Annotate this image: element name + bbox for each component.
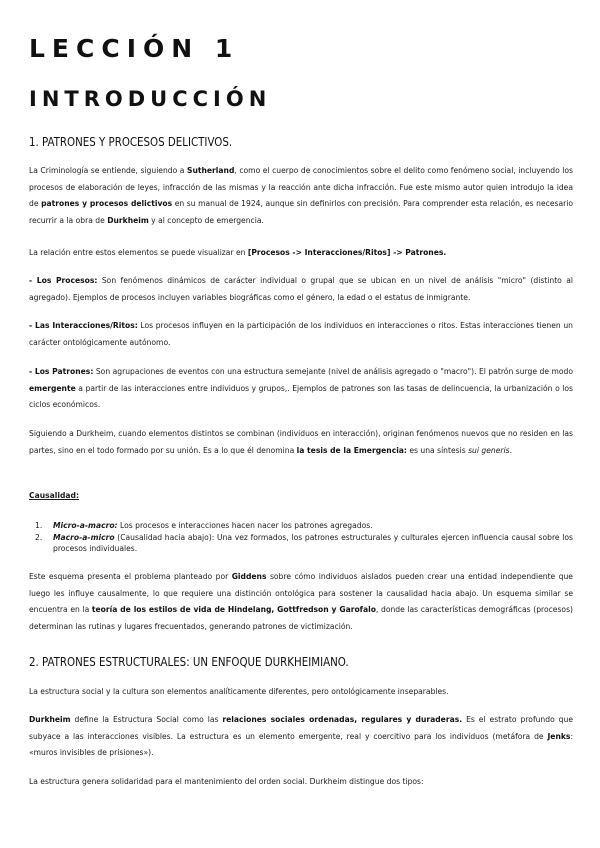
list-item: 2. Macro-a-micro (Causalidad hacia abajo): Una vez formados, los patrones estructurales y culturales ejercen influencia causal sobre los procesos individuales. [35,532,573,553]
section2-paragraph-3: La estructura genera solidaridad para el mantenimiento del orden social. Durkheim distingue dos tipos: [29,777,424,786]
causality-label: Causalidad: [29,491,79,500]
section2-heading: 2. PATRONES ESTRUCTURALES: UN ENFOQUE DURKHEIMIANO. [29,654,349,669]
processes-paragraph: - Los Procesos: Son fenómenos dinámicos de carácter individual o grupal que se ubican en un nivel de análisis "micro" (distinto al agregado). Ejemplos de procesos incluyen variables biográficas como el género, la edad o el estatus de inmigrante. [29,276,573,302]
causality-list [29,520,573,555]
emergence-paragraph: Siguiendo a Durkheim, cuando elementos distintos se combinan (individuos en interacción), originan fenómenos nuevos que no residen en las partes, sino en el todo formado por su unión. Es a lo que él denomina la tesis de la Emergencia: es una síntesis sui generis. [29,429,573,455]
section1-paragraph-1: La Criminología se entiende, siguiendo a Sutherland, como el cuerpo de conocimientos sobre el delito como fenómeno social, incluyendo los procesos de elaboración de leyes, infracción de las mismas y la reacción ante dicha infracción. Fue este mismo autor quien introdujo la idea de patrones y procesos delictivos en su manual de 1924, aunque sin definirlos con precisión. Para comprender esta relación, es necesario recurrir a la obra de Durkheim y al concepto de emergencia. [29,166,574,225]
list-item: 1. Micro-a-macro: Los procesos e interacciones hacen nacer los patrones agregados. [35,521,373,530]
giddens-paragraph: Este esquema presenta el problema planteado por Giddens sobre cómo individuos aislados pueden crear una entidad independiente que luego les influye causalmente, lo que requiere una distinción ontológica para sostener la causalidad hacia abajo. Un esquema similar se encuentra en la teoría de los estilos de vida de Hindelang, Gottfredson y Garofalo, donde las características demográficas (procesos) determinan las rutinas y lugares frecuentados, generando patrones de victimización. [29,572,573,631]
section1-paragraph-2: La relación entre estos elementos se puede visualizar en [Procesos -> Interacciones/Ritos] -> Patrones. [29,248,447,257]
section2-paragraph-2: Durkheim define la Estructura Social como las relaciones sociales ordenadas, regulares y duraderas. Es el estrato profundo que subyace a las interacciones visibles. La estructura es un elemento emergente, real y coercitivo para los individuos (metáfora de Jenks: «muros invisibles de prisiones»). [29,715,573,758]
section2-paragraph-1: La estructura social y la cultura son elementos analíticamente diferentes, pero ontológicamente inseparables. [29,687,449,696]
intro-title: INTRODUCCIÓN [29,87,272,111]
lesson-title: LECCIÓN 1 [29,34,240,63]
interactions-paragraph: - Las Interacciones/Ritos: Los procesos influyen en la participación de los individuos en interacciones o ritos. Estas interacciones tienen un carácter ontológicamente autónomo. [29,321,573,347]
patterns-paragraph: - Los Patrones: Son agrupaciones de eventos con una estructura semejante (nivel de análisis agregado o "macro"). El patrón surge de modo emergente a partir de las interacciones entre individuos y grupos,. Ejemplos de patrones son las tasas de delincuencia, la urbanización o los ciclos económicos. [29,367,573,410]
section1-heading: 1. PATRONES Y PROCESOS DELICTIVOS. [29,134,233,149]
